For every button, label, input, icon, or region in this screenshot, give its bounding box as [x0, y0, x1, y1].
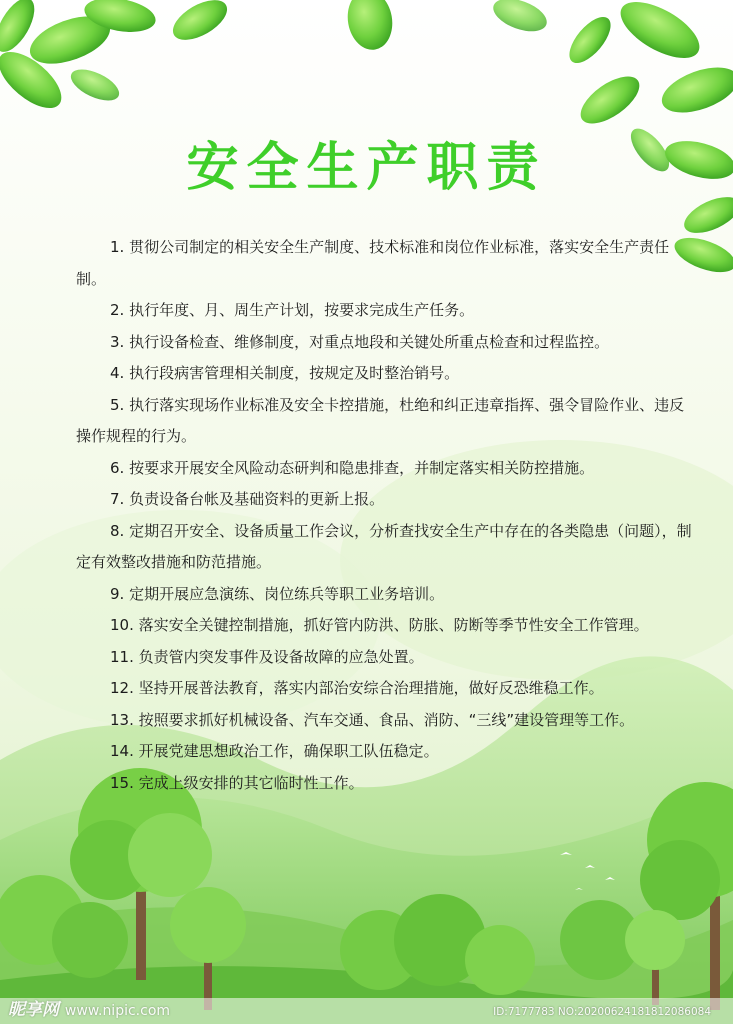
list-item: 2. 执行年度、月、周生产计划，按要求完成生产任务。 — [110, 301, 475, 319]
watermark-id: ID:7177783 NO:20200624181812086084 — [493, 1006, 711, 1018]
list-item: 14. 开展党建思想政治工作，确保职工队伍稳定。 — [110, 742, 439, 760]
list-item: 11. 负责管内突发事件及设备故障的应急处置。 — [110, 647, 424, 666]
responsibility-list — [76, 232, 698, 799]
list-item: 12. 坚持开展普法教育，落实内部治安综合治理措施，做好反恐维稳工作。 — [110, 679, 604, 697]
leaf-cluster-top-left-icon — [0, 0, 233, 118]
watermark-brand — [8, 995, 170, 1020]
watermark-url: www.nipic.com — [64, 1003, 171, 1019]
list-item: 15. 完成上级安排的其它临时性工作。 — [110, 773, 364, 792]
list-item: 6. 按要求开展安全风险动态研判和隐患排查，并制定落实相关防控措施。 — [110, 458, 595, 477]
list-item: 3. 执行设备检查、维修制度，对重点地段和关键处所重点检查和过程监控。 — [110, 332, 610, 351]
watermark-brand-name: 昵享网 — [8, 1000, 59, 1020]
list-item: 1. 贯彻公司制定的相关安全生产制度、技术标准和岗位作业标准，落实安全生产责任制。 — [76, 238, 670, 288]
list-item: 8. 定期召开安全、设备质量工作会议，分析查找安全生产中存在的各类隐患（问题），制定有效整改措施和防范措施。 — [76, 521, 692, 571]
list-item: 7. 负责设备台帐及基础资料的更新上报。 — [110, 490, 385, 508]
page-title: 安全生产职责 — [186, 138, 547, 198]
list-item: 5. 执行落实现场作业标准及安全卡控措施，杜绝和纠正违章指挥、强令冒险作业、违反操作规程的行为。 — [76, 395, 685, 445]
leaf-top-middle-icon — [343, 0, 551, 53]
list-item: 9. 定期开展应急演练、岗位练兵等职工业务培训。 — [110, 584, 445, 603]
list-item: 13. 按照要求抓好机械设备、汽车交通、食品、消防、“三线”建设管理等工作。 — [110, 710, 635, 729]
list-item: 10. 落实安全关键控制措施，抓好管内防洪、防胀、防断等季节性安全工作管理。 — [110, 616, 649, 634]
list-item: 4. 执行段病害管理相关制度，按规定及时整治销号。 — [110, 364, 460, 382]
